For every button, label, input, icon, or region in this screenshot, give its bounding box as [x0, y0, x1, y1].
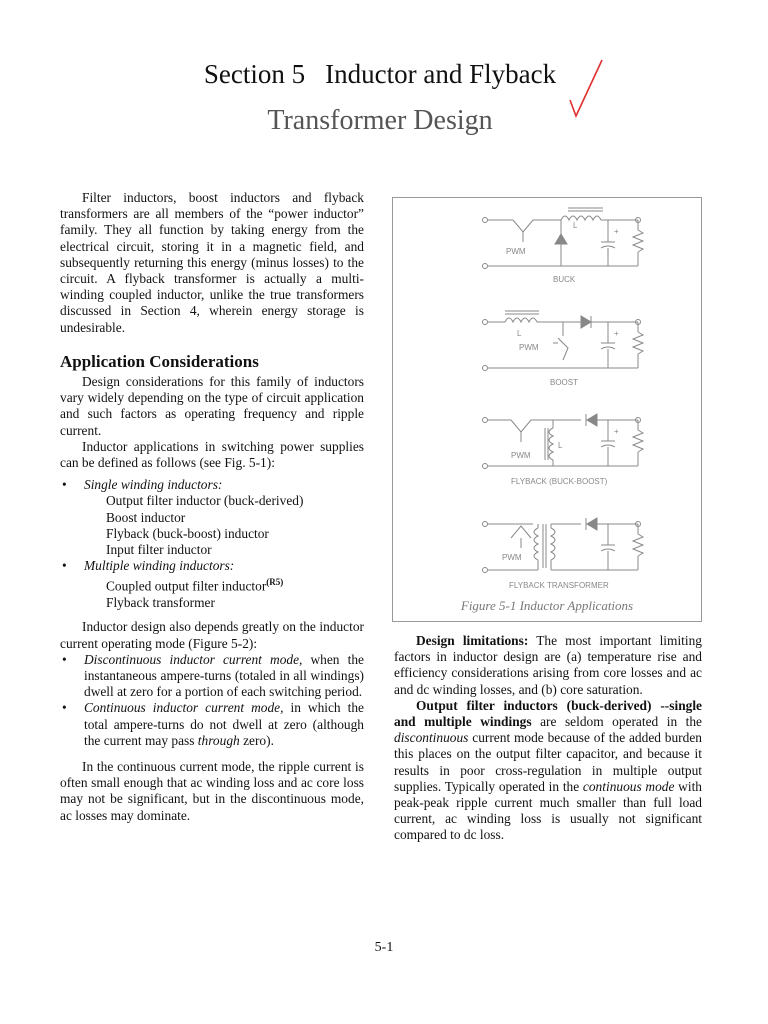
- flyback-buck-boost-circuit: [483, 414, 644, 469]
- title-line2: Transformer Design: [267, 105, 493, 136]
- paragraph-2: Inductor applications in switching power supplies can be defined as follows (see Fig. 5-1):: [60, 438, 364, 471]
- buck-label: BUCK: [553, 275, 576, 284]
- inductor-label: L: [573, 221, 578, 230]
- pwm-label: PWM: [502, 553, 522, 562]
- paragraph-3: Inductor design also depends greatly on the inductor current operating mode (Figure 5-2):: [60, 619, 364, 651]
- boost-label: BOOST: [550, 378, 579, 387]
- buck-circuit: [483, 208, 644, 269]
- intro-paragraph: Filter inductors, boost inductors and flyback transformers are all members of the “power inductor” family. They all function by taking energy from the electrical circuit, storing it in a magnetic field, and subsequently returning this energy (minus losses) to the circuit. A flyback transformer is actually a multi-winding coupled inductor, unlike the true transformers discussed in Section 4, wherein energy storage is undesirable.: [60, 190, 364, 335]
- list-item: Output filter inductor (buck-derived): [106, 493, 304, 509]
- bullet-multiple-winding: • Multiple winding inductors:: [60, 558, 364, 574]
- inductor-label: L: [558, 441, 563, 450]
- polarity-label: +: [614, 427, 619, 436]
- flyback-buck-boost-label: FLYBACK (BUCK-BOOST): [511, 477, 608, 486]
- section-heading: Application Considerations: [60, 351, 259, 371]
- section-title: [0, 56, 760, 92]
- right-column: [394, 633, 702, 844]
- bullet-discontinuous: • Discontinuous inductor current mode, when the instantaneous ampere-turns (totaled in all windings) dwell at zero for a portion of each switching period.: [60, 652, 364, 701]
- page-number: 5-1: [374, 940, 394, 955]
- design-limitations-paragraph: Design limitations: The most important limiting factors in inductor design are (a) temperature rise and efficiency considerations arising from core losses and ac and dc winding losses, and (b) core saturation.: [394, 633, 702, 697]
- list-item: Flyback transformer: [106, 595, 215, 611]
- paragraph-4: In the continuous current mode, the ripple current is often small enough that ac winding loss and ac core loss may not be significant, but in the discontinuous mode, ac losses may dominate.: [60, 758, 364, 823]
- bullet-single-winding: • Single winding inductors:: [60, 477, 364, 493]
- list-item: Boost inductor: [106, 509, 186, 525]
- figure-caption: Figure 5-1 Inductor Applications: [460, 598, 634, 613]
- list-item: Flyback (buck-boost) inductor: [106, 525, 269, 541]
- flyback-transformer-label: FLYBACK TRANSFORMER: [509, 581, 609, 590]
- left-column: [60, 190, 364, 824]
- section-number: Section 5: [203, 59, 306, 89]
- boost-circuit: [483, 311, 644, 371]
- flyback-transformer-circuit: [483, 518, 644, 573]
- pwm-label: PWM: [511, 451, 531, 460]
- polarity-label: +: [614, 227, 619, 236]
- checkmark-icon: [560, 56, 610, 126]
- figure-5-1: [392, 197, 702, 622]
- output-filter-paragraph: Output filter inductors (buck-derived) --single and multiple windings are seldom operated in the discontinuous current mode because of the added burden this places on the output filter capacitor, and because it results in poor cross-regulation in multiple output supplies. Typically operated in the continuous mode with peak-peak ripple current much smaller than full load current, ac winding loss is usually not significant compared to dc loss.: [394, 697, 702, 843]
- pwm-label: PWM: [506, 247, 526, 256]
- inductor-label: L: [517, 329, 522, 338]
- pwm-label: PWM: [519, 343, 539, 352]
- circuit-diagrams: [393, 198, 701, 598]
- list-item: Coupled output filter inductor$^{(R5)}$: [106, 577, 284, 594]
- paragraph-1: Design considerations for this family of inductors vary widely depending on the type of circuit application and such factors as operating frequency and ripple current.: [60, 374, 364, 438]
- polarity-label: +: [614, 329, 619, 338]
- bullet-continuous: • Continuous inductor current mode, in which the total ampere-turns do not dwell at zero (although the current may pass through zero).: [60, 700, 364, 749]
- title-line1: Inductor and Flyback: [325, 59, 557, 89]
- list-item: Input filter inductor: [106, 542, 212, 558]
